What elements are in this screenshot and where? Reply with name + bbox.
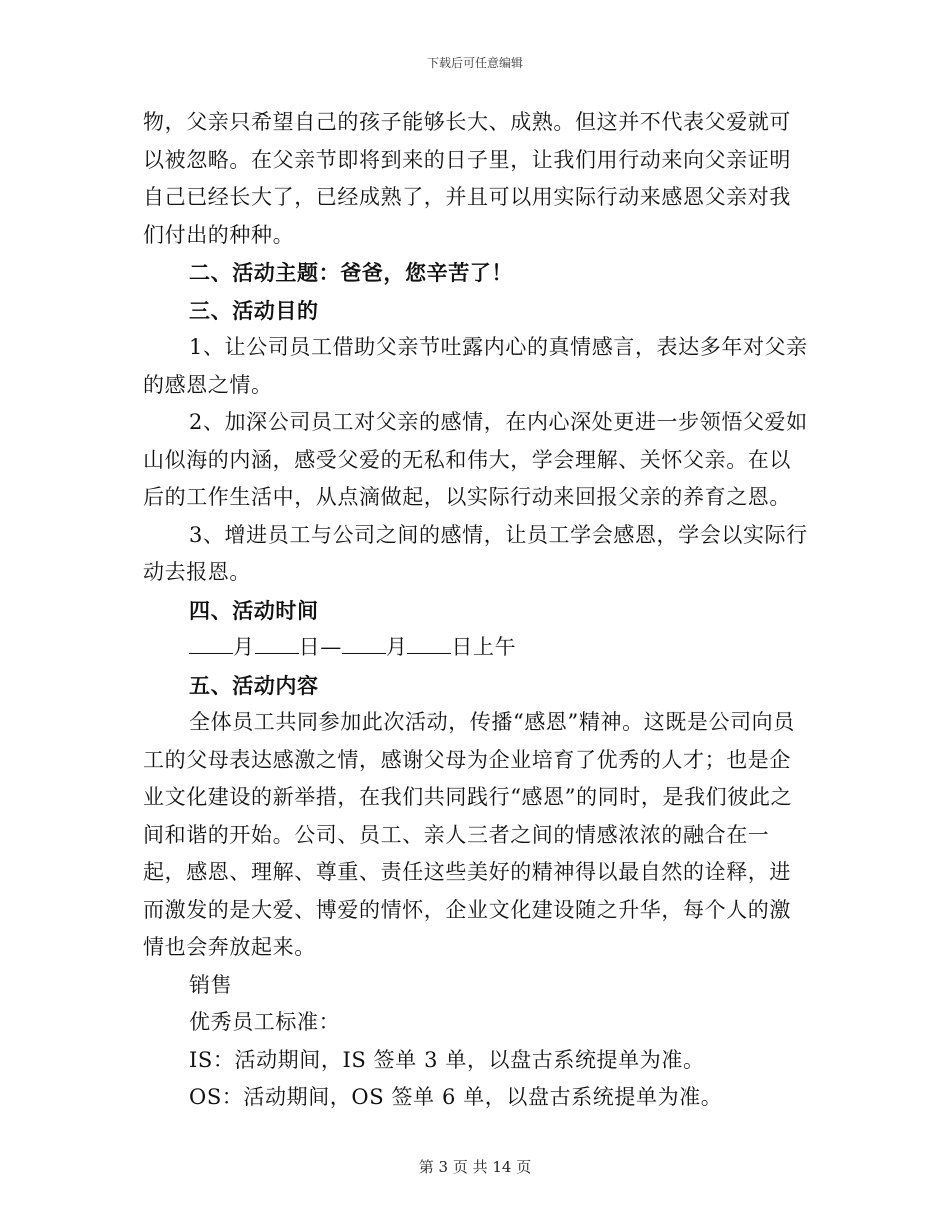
blank-month-end bbox=[342, 631, 386, 654]
page-header: 下载后可任意编辑 bbox=[426, 56, 523, 70]
section-2-heading: 二、活动主题：爸爸，您辛苦了！ bbox=[189, 260, 513, 285]
purpose-item-3: 3、增进员工与公司之间的感情，让员工学会感恩，学会以实际行动去报恩。 bbox=[143, 522, 808, 584]
section-5-heading: 五、活动内容 bbox=[189, 672, 319, 698]
time-part: 日上午 bbox=[451, 635, 517, 659]
purpose-item-1: 1、让公司员工借助父亲节吐露内心的真情感言，表达多年对父亲的感恩之情。 bbox=[143, 335, 808, 397]
section-4-heading: 四、活动时间 bbox=[189, 597, 319, 623]
section-3-heading: 三、活动目的 bbox=[189, 297, 319, 323]
blank-day-end bbox=[407, 631, 451, 654]
excellent-staff-standard-label: 优秀员工标准： bbox=[189, 1010, 341, 1034]
document-body bbox=[143, 104, 810, 1117]
activity-time-line bbox=[143, 629, 810, 667]
time-part: 月 bbox=[233, 635, 255, 659]
intro-paragraph: 物，父亲只希望自己的孩子能够长大、成熟。但这并不代表父爱就可以被忽略。在父亲节即将到来的日子里，让我们用行动来向父亲证明自己已经长大了，已经成熟了，并且可以用实际行动来感恩父亲对我们付出的种种。 bbox=[143, 110, 791, 247]
purpose-item-2: 2、加深公司员工对父亲的感情，在内心深处更进一步领悟父爱如山似海的内涵，感受父爱的无私和伟大，学会理解、关怀父亲。在以后的工作生活中，从点滴做起，以实际行动来回报父亲的养育之恩。 bbox=[143, 410, 808, 509]
activity-content-paragraph: 全体员工共同参加此次活动，传播“感恩”精神。这既是公司向员工的父母表达感激之情，感谢父母为企业培育了优秀的人才；也是企业文化建设的新举措，在我们共同践行“感恩”的同时，是我们彼此之间和谐的开始。公司、员工、亲人三者之间的情感浓浓的融合在一起，感恩、理解、尊重、责任这些美好的精神得以最自然的诠释，进而激发的是大爱、博爱的情怀，企业文化建设随之升华，每个人的激情也会奔放起来。 bbox=[143, 710, 795, 959]
is-rule: IS：活动期间，IS 签单 3 单，以盘古系统提单为准。 bbox=[189, 1047, 705, 1072]
blank-day-start bbox=[255, 631, 299, 654]
time-part: 月 bbox=[385, 635, 408, 659]
sales-label: 销售 bbox=[189, 972, 233, 997]
time-part: 日— bbox=[298, 635, 342, 659]
blank-month-start bbox=[189, 631, 233, 654]
os-rule: OS：活动期间，OS 签单 6 单，以盘古系统提单为准。 bbox=[189, 1085, 723, 1109]
page-footer: 第 3 页 共 14 页 bbox=[418, 1158, 532, 1176]
